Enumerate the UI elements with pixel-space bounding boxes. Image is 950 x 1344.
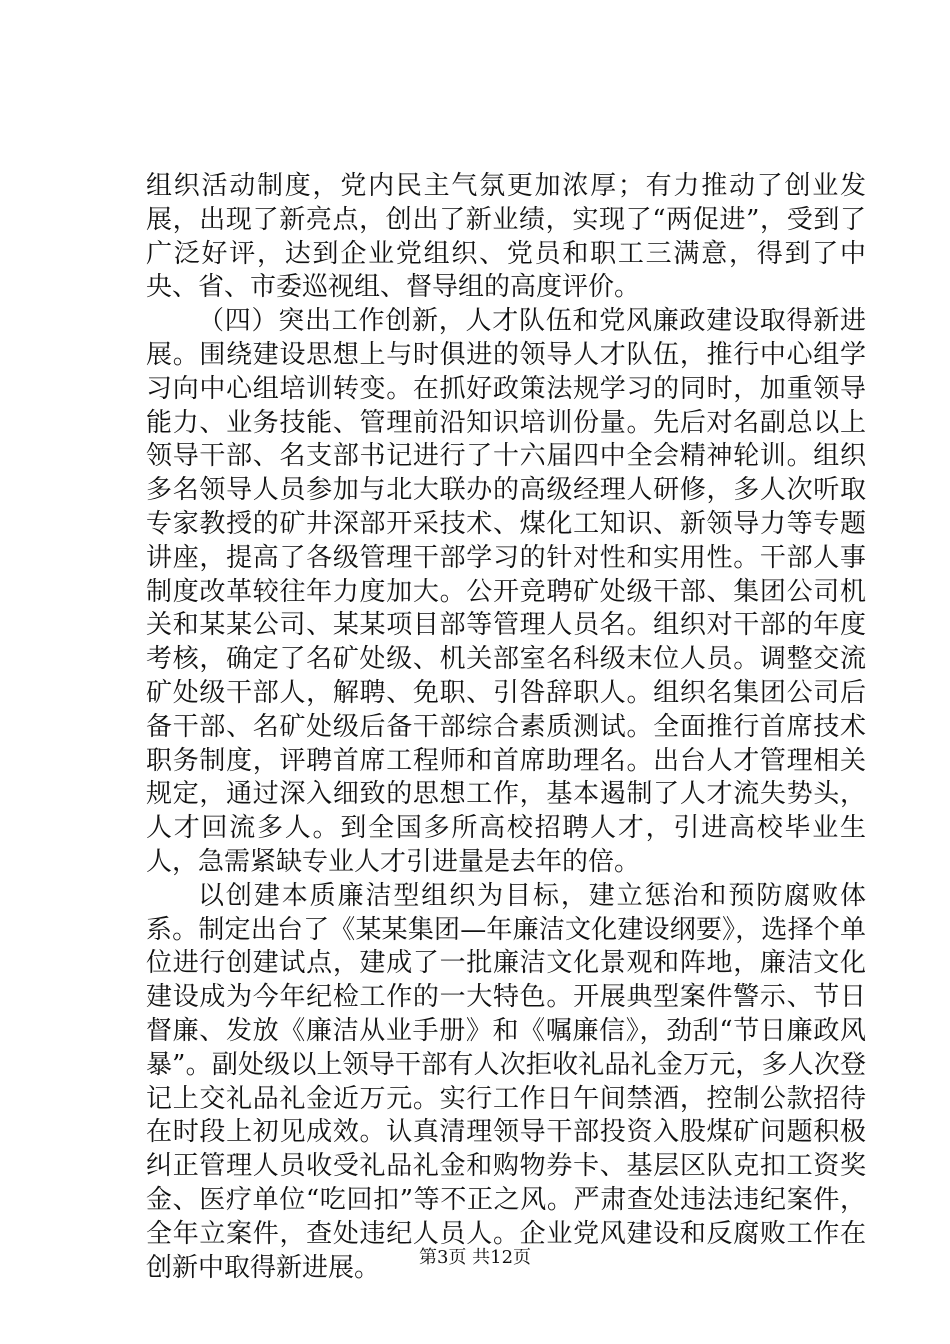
page-number-footer: 第3页 共12页 bbox=[418, 1247, 532, 1268]
paragraph-section-four: （四）突出工作创新，人才队伍和党风廉政建设取得新进展。围绕建设思想上与时俱进的领导人才队伍，推行中心组学习向中心组培训转变。在抓好政策法规学习的同时，加重领导能力、业务技能、管理前沿知识培训份量。先后对名副总以上领导干部、名支部书记进行了十六届四中全会精神轮训。组织多名领导人员参加与北大联办的高级经理人研修，多人次听取专家教授的矿井深部开采技术、煤化工知识、新领导力等专题讲座，提高了各级管理干部学习的针对性和实用性。干部人事制度改革较往年力度加大。公开竞聘矿处级干部、集团公司机关和某某公司、某某项目部等管理人员名。组织对干部的年度考核，确定了名矿处级、机关部室名科级末位人员。调整交流矿处级干部人，解聘、免职、引咎辞职人。组织名集团公司后备干部、名矿处级后备干部综合素质测试。全面推行首席技术职务制度，评聘首席工程师和首席助理名。出台人才管理相关规定，通过深入细致的思想工作，基本遏制了人才流失势头，人才回流多人。到全国多所高校招聘人才，引进高校毕业生人，急需紧缺专业人才引进量是去年的倍。 bbox=[146, 306, 866, 877]
paragraph-anti-corruption: 以创建本质廉洁型组织为目标，建立惩治和预防腐败体系。制定出台了《某某集团—年廉洁文化建设纲要》，选择个单位进行创建试点，建成了一批廉洁文化景观和阵地，廉洁文化建设成为今年纪检工作的一大特色。开展典型案件警示、节日督廉、发放《廉洁从业手册》和《嘱廉信》，劲刮“节日廉政风暴”。副处级以上领导干部有人次拒收礼品礼金万元，多人次登记上交礼品礼金近万元。实行工作日午间禁酒，控制公款招待在时段上初见成效。认真清理领导干部投资入股煤矿问题积极纠正管理人员收受礼品礼金和购物券卡、基层区队克扣工资奖金、医疗单位“吃回扣”等不正之风。严肃查处违法违纪案件，全年立案件，查处违纪人员人。企业党风建设和反腐败工作在创新中取得新进展。 bbox=[146, 880, 866, 1283]
paragraph-continuation: 组织活动制度，党内民主气氛更加浓厚；有力推动了创业发展，出现了新亮点，创出了新业绩，实现了“两促进”，受到了广泛好评，达到企业党组织、党员和职工三满意，得到了中央、省、市委巡视组、督导组的高度评价。 bbox=[146, 171, 866, 303]
document-body bbox=[146, 170, 866, 1285]
